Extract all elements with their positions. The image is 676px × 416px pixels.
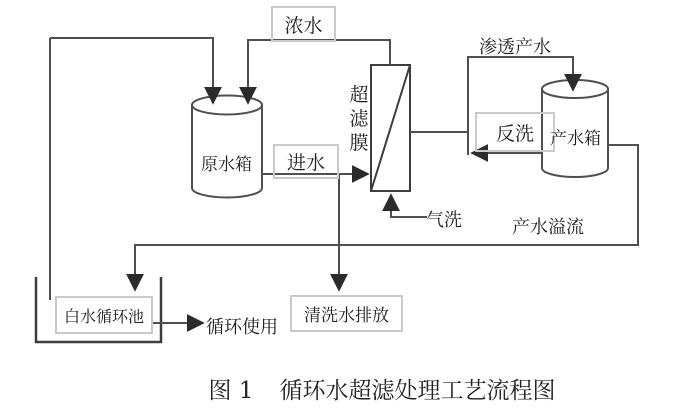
wash-water-discharge-box [290, 295, 403, 332]
product-overflow-label: 产水溢流 [512, 217, 584, 237]
raw-water-tank-cylinder [192, 96, 262, 198]
uf-membrane-module [371, 65, 410, 191]
backwash-label-box [475, 112, 555, 152]
feed-label-box [273, 144, 339, 179]
figure-caption [44, 372, 676, 405]
white-water-pool-box [55, 296, 153, 334]
concentrate-label-box [271, 6, 336, 42]
figure-caption-title: 循环水超滤处理工艺流程图 [279, 378, 556, 404]
white-water-pool-label: 白水循环池 [63, 308, 144, 326]
air-wash-line [391, 195, 427, 217]
concentrate-label: 浓水 [284, 15, 323, 37]
pool-to-rawtank-line [50, 38, 213, 103]
feed-label: 进水 [286, 153, 325, 174]
permeate-label: 渗透产水 [479, 37, 551, 57]
figure-caption-number: 图 1 [208, 378, 254, 404]
recycle-use-label: 循环使用 [206, 317, 278, 337]
uf-membrane-label: 超滤膜 [349, 85, 369, 154]
backwash-label: 反洗 [495, 123, 534, 145]
product-water-tank-label: 产水箱 [550, 129, 601, 148]
air-wash-label: 气洗 [426, 210, 462, 230]
wash-water-discharge-label: 清洗水排放 [304, 306, 389, 325]
raw-water-tank-label: 原水箱 [201, 155, 252, 174]
